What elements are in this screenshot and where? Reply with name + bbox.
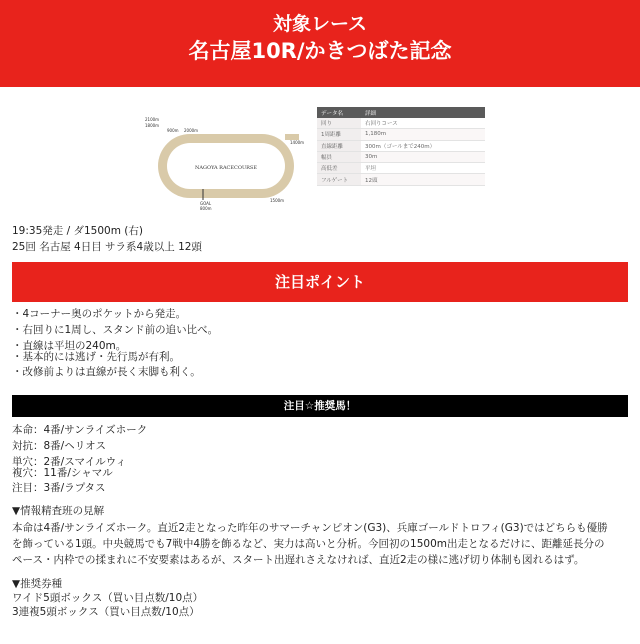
- analysis-text: [12, 520, 632, 568]
- analysis-line: を飾っている1頭。中央競馬でも7戦中4勝を飾るなど、実力は高いと分析。今回初の1500m出走となるだけに、距離延長分の: [12, 538, 605, 550]
- table-cell-key: 幅員: [317, 151, 361, 162]
- page-header: [0, 0, 640, 87]
- table-header: データ名: [317, 107, 361, 118]
- focus-points-heading: 注目ポイント: [12, 262, 628, 302]
- map-label: 1400m: [290, 140, 305, 145]
- table-row: [317, 174, 485, 185]
- table-cell-value: 30m: [361, 151, 485, 162]
- table-row: [317, 129, 485, 140]
- track-name: NAGOYA RACECOURSE: [194, 165, 258, 171]
- table-cell-key: 回り: [317, 118, 361, 129]
- map-label: 1500m: [270, 198, 285, 203]
- table-cell-value: 平坦: [361, 163, 485, 174]
- focus-point: ・基本的には逃げ・先行馬が有利。: [12, 351, 180, 363]
- map-label: 800m: [200, 206, 212, 211]
- map-label: GOAL: [200, 201, 212, 206]
- pick-item: 注目：3番/ラプタス: [12, 482, 106, 494]
- analysis-line: ペース・内枠での揉まれに不安要素はあるが、スタート出遅れさえなければ、直近2走の様に逃げ切り体制も図れるはず。: [12, 554, 585, 566]
- focus-point: ・直線は平坦の240m。: [12, 340, 127, 352]
- table-cell-key: 直線距離: [317, 140, 361, 151]
- focus-point: ・改修前よりは直線が長く末脚も利く。: [12, 366, 201, 378]
- ticket-line: ワイド5頭ボックス（買い目点数/10点）: [12, 592, 204, 604]
- map-label: 2000m: [184, 128, 199, 133]
- table-row: [317, 118, 485, 129]
- course-data-table: [317, 107, 485, 186]
- pick-item: 対抗：8番/ヘリオス: [12, 440, 107, 452]
- table-cell-key: 高低差: [317, 163, 361, 174]
- focus-point: ・4コーナー奥のポケットから発走。: [12, 308, 187, 320]
- table-cell-value: 12頭: [361, 174, 485, 185]
- map-label: 1800m: [145, 123, 160, 128]
- recommended-horses-heading: 注目☆推奨馬！: [12, 395, 628, 417]
- table-cell-value: 300m（ゴールまで240m）: [361, 140, 485, 151]
- tickets-heading: ▼推奨券種: [12, 578, 63, 590]
- ticket-line: 3連複5頭ボックス（買い目点数/10点）: [12, 606, 200, 618]
- race-time-distance: 19:35発走 / ダ1500m (右): [12, 225, 143, 237]
- map-label: 900m: [167, 128, 179, 133]
- table-header-row: [317, 107, 485, 118]
- pick-item: 本命：4番/サンライズホーク: [12, 424, 148, 436]
- header-title: 対象レース: [272, 13, 368, 35]
- table-cell-key: 1周距離: [317, 129, 361, 140]
- table-cell-value: 1,180m: [361, 129, 485, 140]
- race-meta: 25回 名古屋 4日目 サラ系4歳以上 12頭: [12, 241, 202, 253]
- course-map: [140, 112, 310, 212]
- table-row: [317, 163, 485, 174]
- pick-item: 単穴：2番/スマイルウィ: [12, 456, 127, 468]
- table-row: [317, 151, 485, 162]
- table-cell-key: フルゲート: [317, 174, 361, 185]
- focus-point: ・右回りに1周し、スタンド前の追い比べ。: [12, 324, 219, 336]
- pick-item: 複穴：11番/シャマル: [12, 467, 113, 479]
- table-cell-value: 右回りコース: [361, 118, 485, 129]
- table-row: [317, 140, 485, 151]
- analysis-heading: ▼情報精査班の見解: [12, 505, 105, 517]
- map-label: 2100m: [145, 117, 160, 122]
- race-title: 名古屋10R/かきつばた記念: [188, 39, 452, 63]
- table-header: 詳細: [361, 107, 485, 118]
- analysis-line: 本命は4番/サンライズホーク。直近2走となった昨年のサマーチャンピオン(G3)、兵庫ゴールドトロフィ(G3)ではどちらも優勝: [12, 522, 608, 534]
